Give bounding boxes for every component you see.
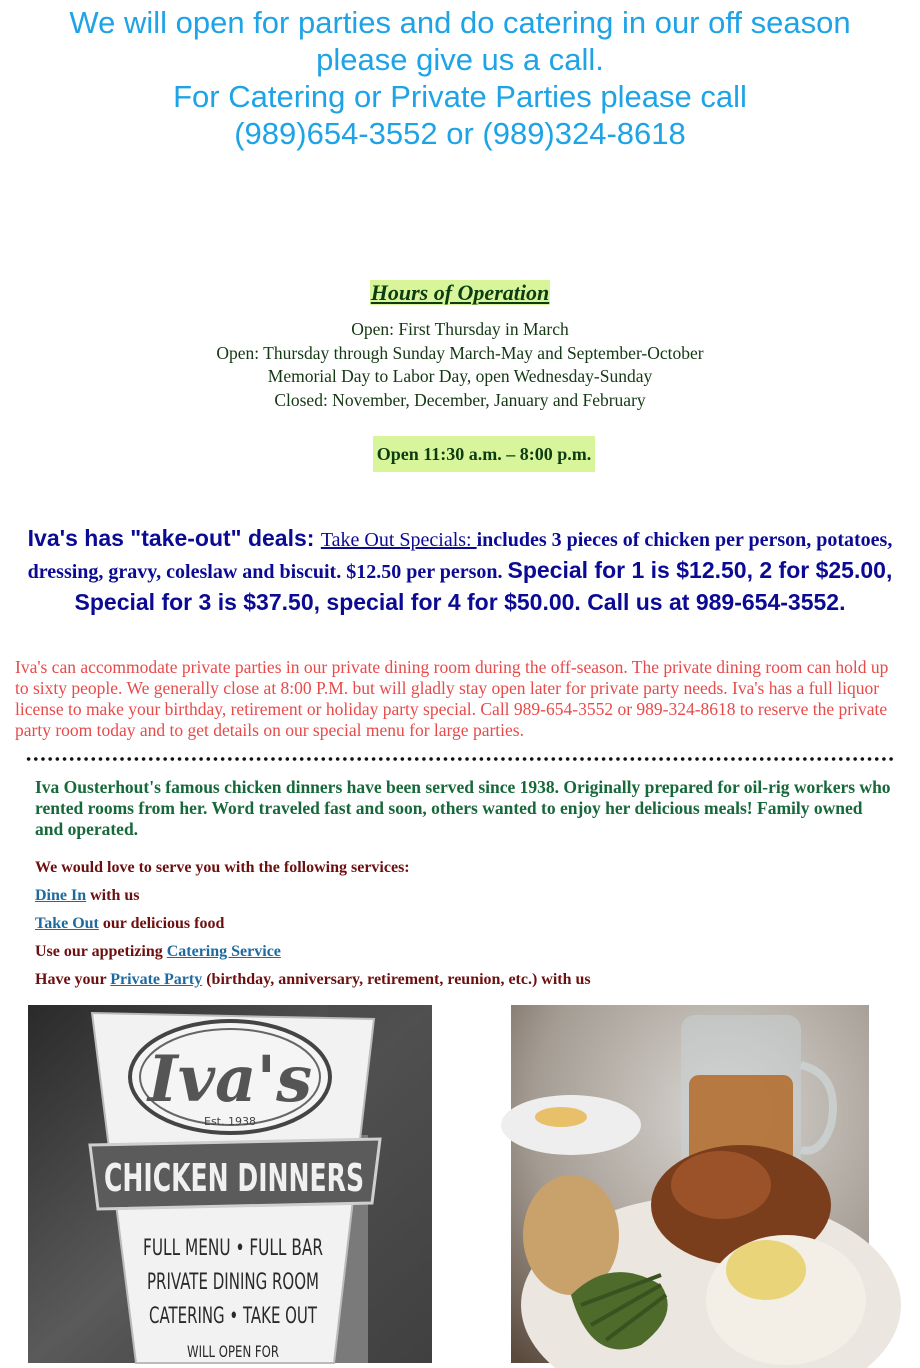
hours-line: Closed: November, December, January and February (274, 390, 646, 411)
dine-in-link[interactable]: Dine In (35, 887, 87, 904)
services-intro: We would love to serve you with the following services: (35, 859, 410, 876)
sign-line-2: PRIVATE DINING ROOM (147, 1270, 319, 1295)
private-party-link[interactable]: Private Party (110, 971, 203, 988)
deals-lead: Iva's has "take-out" deals: (27, 525, 321, 551)
service-private-party (35, 970, 895, 998)
deals-detail: includes 3 pieces of chicken per person, potatoes, dressing, gravy, coleslaw and biscuit. $12.50 per person. (27, 529, 893, 583)
take-out-link[interactable]: Take Out (35, 915, 99, 932)
deals-specials: Special for 1 is $12.50, 2 for $25.00, Special for 3 is $37.50, special for 4 for $50.00. Call us at 989-654-3552. (74, 557, 893, 615)
hours-title: Hours of Operation (370, 280, 550, 305)
history-text: Iva Ousterhout's famous chicken dinners have been served since 1938. Originally prepared for oil-rig workers who rented rooms from her. Word traveled fast and soon, others wanted to enjoy her delicious meals! Family owned and operated. (35, 777, 891, 839)
service-catering (35, 942, 895, 970)
restaurant-sign-photo (28, 1005, 432, 1363)
hours-heading (0, 280, 920, 306)
dotted-divider (25, 756, 895, 762)
sign-line-3: CATERING • TAKE OUT (149, 1304, 318, 1329)
dine-in-text: with us (86, 887, 140, 904)
services-list (35, 858, 895, 998)
private-party-text: (birthday, anniversary, retirement, reunion, etc.) with us (202, 971, 591, 988)
private-party-info: Iva's can accommodate private parties in our private dining room during the off-season. The private dining room can hold up to sixty people. We generally close at 8:00 P.M. but will gladly stay open later for private party needs. Iva's has a full liquor license to make your birthday, retirement or holiday party special. Call 989-654-3552 or 989-324-8618 to reserve the private party room today and to get details on our special menu for large parties. (15, 657, 889, 740)
take-out-deals (10, 524, 910, 620)
sign-est: Est. 1938 (204, 1115, 256, 1128)
service-take-out (35, 914, 895, 942)
catering-service-link[interactable]: Catering Service (166, 943, 281, 960)
service-dine-in (35, 886, 895, 914)
take-out-specials-link[interactable]: Take Out Specials: (320, 529, 477, 551)
sign-line-1: FULL MENU • FULL BAR (143, 1236, 323, 1261)
chicken-dinner-photo (511, 1005, 869, 1363)
open-time-badge: Open 11:30 a.m. – 8:00 p.m. (373, 436, 595, 472)
sign-line-4: WILL OPEN FOR (187, 1342, 279, 1361)
take-out-text: our delicious food (98, 915, 225, 932)
banner-line-3: For Catering or Private Parties please call (173, 79, 747, 114)
hours-line: Open: First Thursday in March (351, 319, 569, 339)
food-illustration (511, 1005, 869, 1363)
sign-headline: CHICKEN DINNERS (104, 1156, 364, 1200)
sign-illustration (28, 1005, 432, 1363)
catering-text: Use our appetizing (35, 943, 167, 960)
hours-line: Open: Thursday through Sunday March-May and September-October (216, 342, 704, 363)
announcement-banner (0, 4, 920, 152)
banner-phone-numbers: (989)654-3552 or (989)324-8618 (234, 116, 686, 151)
hours-list (0, 318, 920, 413)
private-party-pre: Have your (35, 971, 111, 988)
banner-line-1: We will open for parties and do catering in our off season (69, 5, 851, 40)
hours-line: Memorial Day to Labor Day, open Wednesday-Sunday (267, 366, 653, 387)
sign-brand: Iva's (147, 1042, 313, 1117)
banner-line-2: please give us a call. (316, 42, 604, 77)
